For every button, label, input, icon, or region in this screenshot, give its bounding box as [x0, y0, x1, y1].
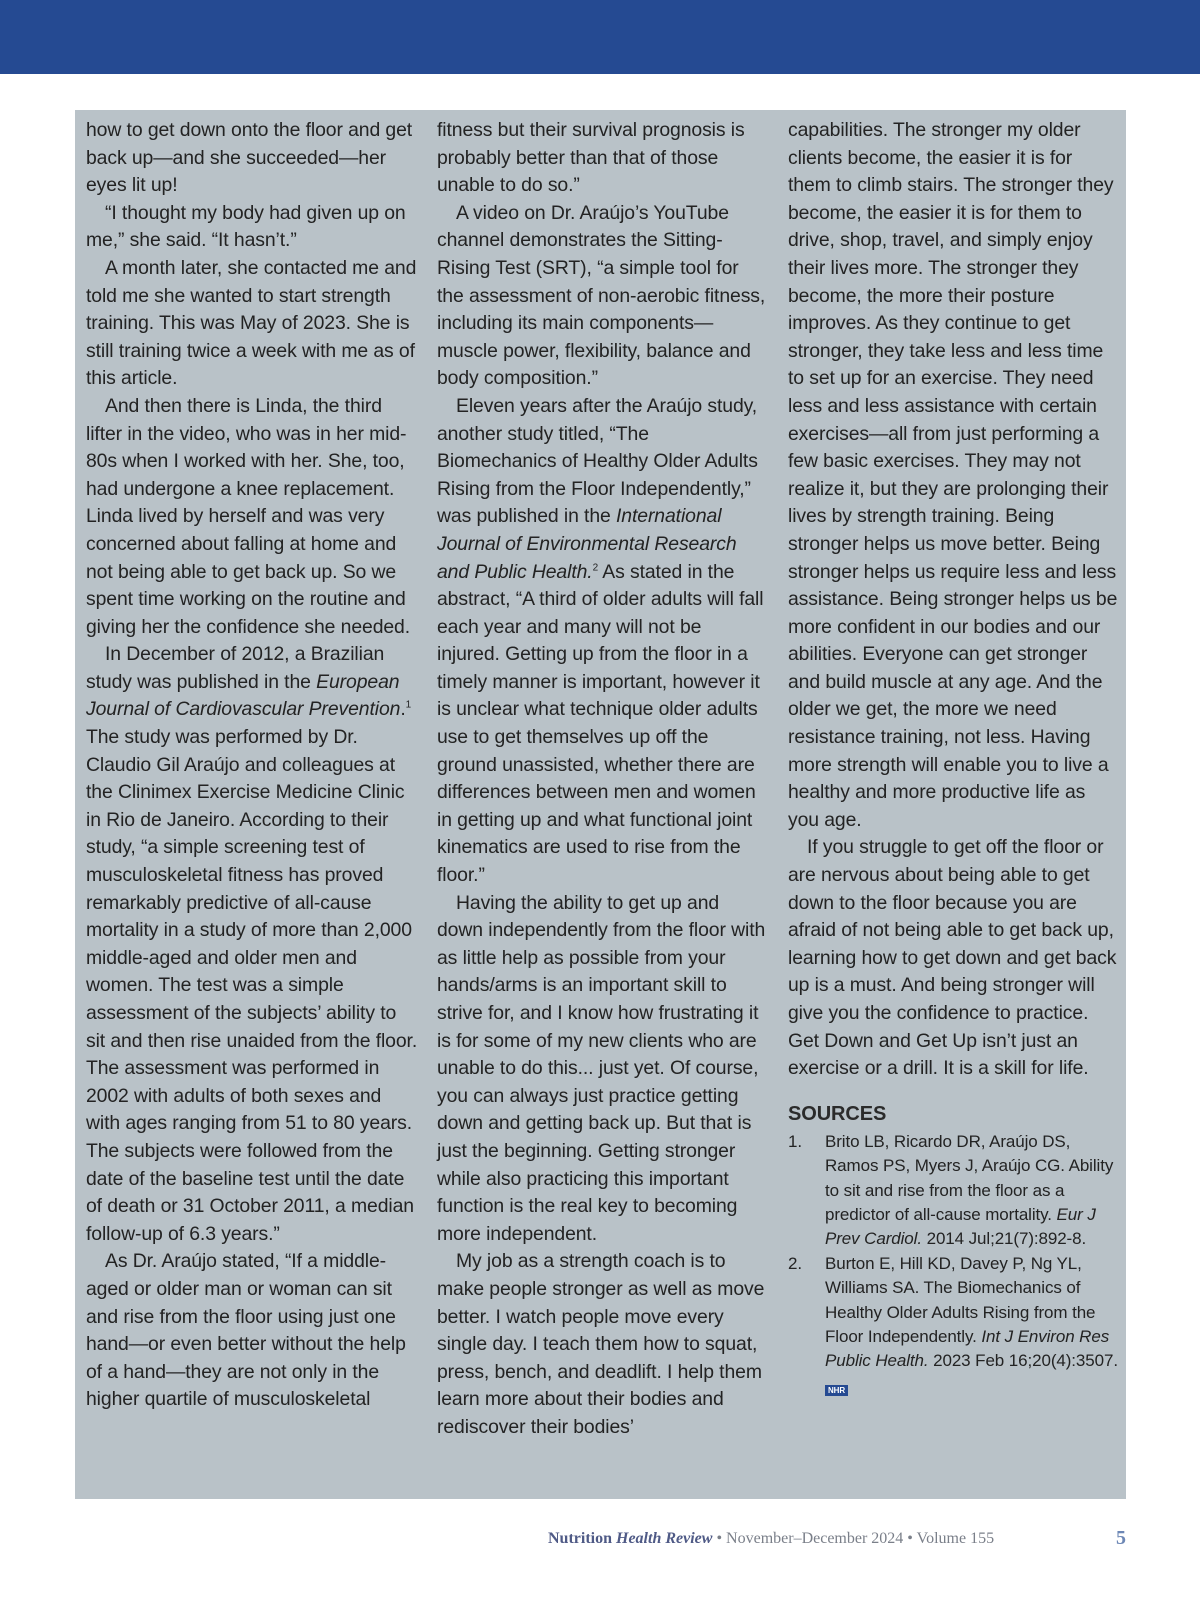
journal-title: European Journal of Cardiovascular Prevention	[86, 670, 401, 721]
footnote-ref: 1	[405, 700, 412, 711]
article-column-2	[437, 117, 769, 1442]
paragraph: capabilities. The stronger my older clients become, the easier it is for them to climb stairs. The stronger they become, the easier it is for them to drive, shop, travel, and simply enjoy their lives more. The stronger they become, the more their posture improves. As they continue to get stronger, they take less and less time to set up for an exercise. They need less and less assistance with certain exercises—all from just performing a few basic exercises. They may not realize it, but they are prolonging their lives by strength training. Being stronger helps us move better. Being stronger helps us require less and less assistance. Being stronger helps us be more confident in our bodies and our abilities. Everyone can get stronger and build muscle at any age. And the older we get, the more we need resistance training, not less. Having more strength will enable you to live a healthy and more productive life as you age.	[788, 119, 1118, 831]
paragraph: Having the ability to get up and down independently from the floor with as little help as possible from your hands/arms is an important skill to strive for, and I know how frustrating it is for some of my new clients who are unable to do this... just yet. Of course, you can always just practice getting down and getting back up. But that is just the beginning. Getting stronger while also practicing this important function is the real key to becoming more independent.	[437, 891, 766, 1245]
article-column-3	[788, 117, 1120, 1401]
paragraph-text: As stated in the abstract, “A third of older adults will fall each year and many will not be injured. Getting up from the floor in a timely manner is important, however it is unclear what technique older adults use to get themselves up off the ground unassisted, whether there are differences between men and women in getting up and what functional joint kinematics are used to rise from the floor.”	[437, 560, 764, 887]
paragraph: “I thought my body had given up on me,” she said. “It hasn’t.”	[86, 201, 406, 252]
paragraph: A video on Dr. Araújo’s YouTube channel demonstrates the Sitting-Rising Test (SRT), “a simple tool for the assessment of non-aerobic fitness, including its main components—muscle power, flexibility, balance and body composition.”	[437, 201, 766, 390]
paragraph-text: In December of 2012, a Brazilian study was published in the	[86, 643, 385, 693]
source-citation: 2023 Feb 16;20(4):3507.	[928, 1351, 1118, 1371]
page-footer	[548, 1530, 994, 1548]
journal-title: International Journal of Environmental Research and Public Health.	[437, 505, 737, 583]
source-authors-title: Brito LB, Ricardo DR, Araújo DS, Ramos PS, Myers J, Araújo CG. Ability to sit and rise from the floor as a predictor of all-cause mortality.	[825, 1131, 1114, 1224]
publication-name-italic: Health Review	[616, 1530, 713, 1547]
page-number: 5	[1116, 1527, 1126, 1549]
paragraph-text: The study was performed by Dr. Claudio Gil Araújo and colleagues at the Clinimex Exercise Medicine Clinic in Rio de Janeiro. According to their study, “a simple screening test of musculoskeletal fitness has proved remarkably predictive of all-cause mortality in a study of more than 2,000 middle-aged and older men and women. The test was a simple assessment of the subjects’ ability to sit and then rise unaided from the floor. The assessment was performed in 2002 with adults of both sexes and with ages ranging from 51 to 80 years. The subjects were followed from the date of the baseline test until the date of death or 31 October 2011, a median follow-up of 6.3 years.”	[86, 726, 418, 1245]
source-journal: Int J Environ Res Public Health.	[825, 1327, 1110, 1371]
source-item	[788, 1130, 1120, 1252]
top-banner	[0, 0, 1200, 74]
paragraph: A month later, she contacted me and told me she wanted to start strength training. This was May of 2023. She is still training twice a week with me as of this article.	[86, 256, 417, 390]
nhr-logo: NHR	[825, 1385, 848, 1396]
issue-info: • November–December 2024 • Volume 155	[712, 1530, 995, 1547]
paragraph: If you struggle to get off the floor or are nervous about being able to get down to the floor because you are afraid of not being able to get back up, learning how to get down and get back up is a must. And being stronger will give you the confidence to practice. Get Down and Get Up isn’t just an exercise or a drill. It is a skill for life.	[788, 836, 1117, 1080]
footnote-ref: 2	[592, 562, 599, 574]
paragraph-text: Eleven years after the Araújo study, another study titled, “The Biomechanics of Healthy Older Adults Rising from the Floor Independently,” was published in the	[437, 394, 758, 528]
paragraph: fitness but their survival prognosis is probably better than that of those unable to do so.”	[437, 119, 745, 197]
punctuation: .	[400, 698, 406, 721]
source-journal: Eur J Prev Cardiol.	[825, 1205, 1096, 1249]
paragraph	[86, 641, 418, 1248]
article-column-1	[86, 117, 418, 1414]
source-text	[825, 1252, 1120, 1374]
source-item	[788, 1252, 1120, 1374]
publication-name: Nutrition	[548, 1530, 616, 1547]
paragraph: As Dr. Araújo stated, “If a middle-aged or older man or woman can sit and rise from the floor using just one hand—or even better without the help of a hand—they are not only in the higher quartile of musculoskeletal	[86, 1250, 406, 1411]
paragraph: And then there is Linda, the third lifter in the video, who was in her mid-80s when I worked with her. She, too, had undergone a knee replacement. Linda lived by herself and was very concerned about falling at home and not being able to get back up. So we spent time working on the routine and giving her the confidence she needed.	[86, 394, 411, 638]
paragraph	[437, 393, 769, 890]
source-number: 1.	[788, 1131, 802, 1151]
source-number: 2.	[788, 1253, 802, 1273]
source-authors-title: Burton E, Hill KD, Davey P, Ng YL, Williams SA. The Biomechanics of Healthy Older Adults Rising from the Floor Independently.	[825, 1253, 1096, 1347]
source-citation: 2014 Jul;21(7):892-8.	[921, 1229, 1087, 1249]
source-text	[825, 1130, 1120, 1252]
paragraph: My job as a strength coach is to make people stronger as well as move better. I watch people move every single day. I teach them how to squat, press, bench, and deadlift. I help them learn more about their bodies and rediscover their bodies’	[437, 1250, 765, 1438]
paragraph: how to get down onto the floor and get back up—and she succeeded—her eyes lit up!	[86, 119, 413, 197]
sources-heading: SOURCES	[788, 1102, 887, 1125]
